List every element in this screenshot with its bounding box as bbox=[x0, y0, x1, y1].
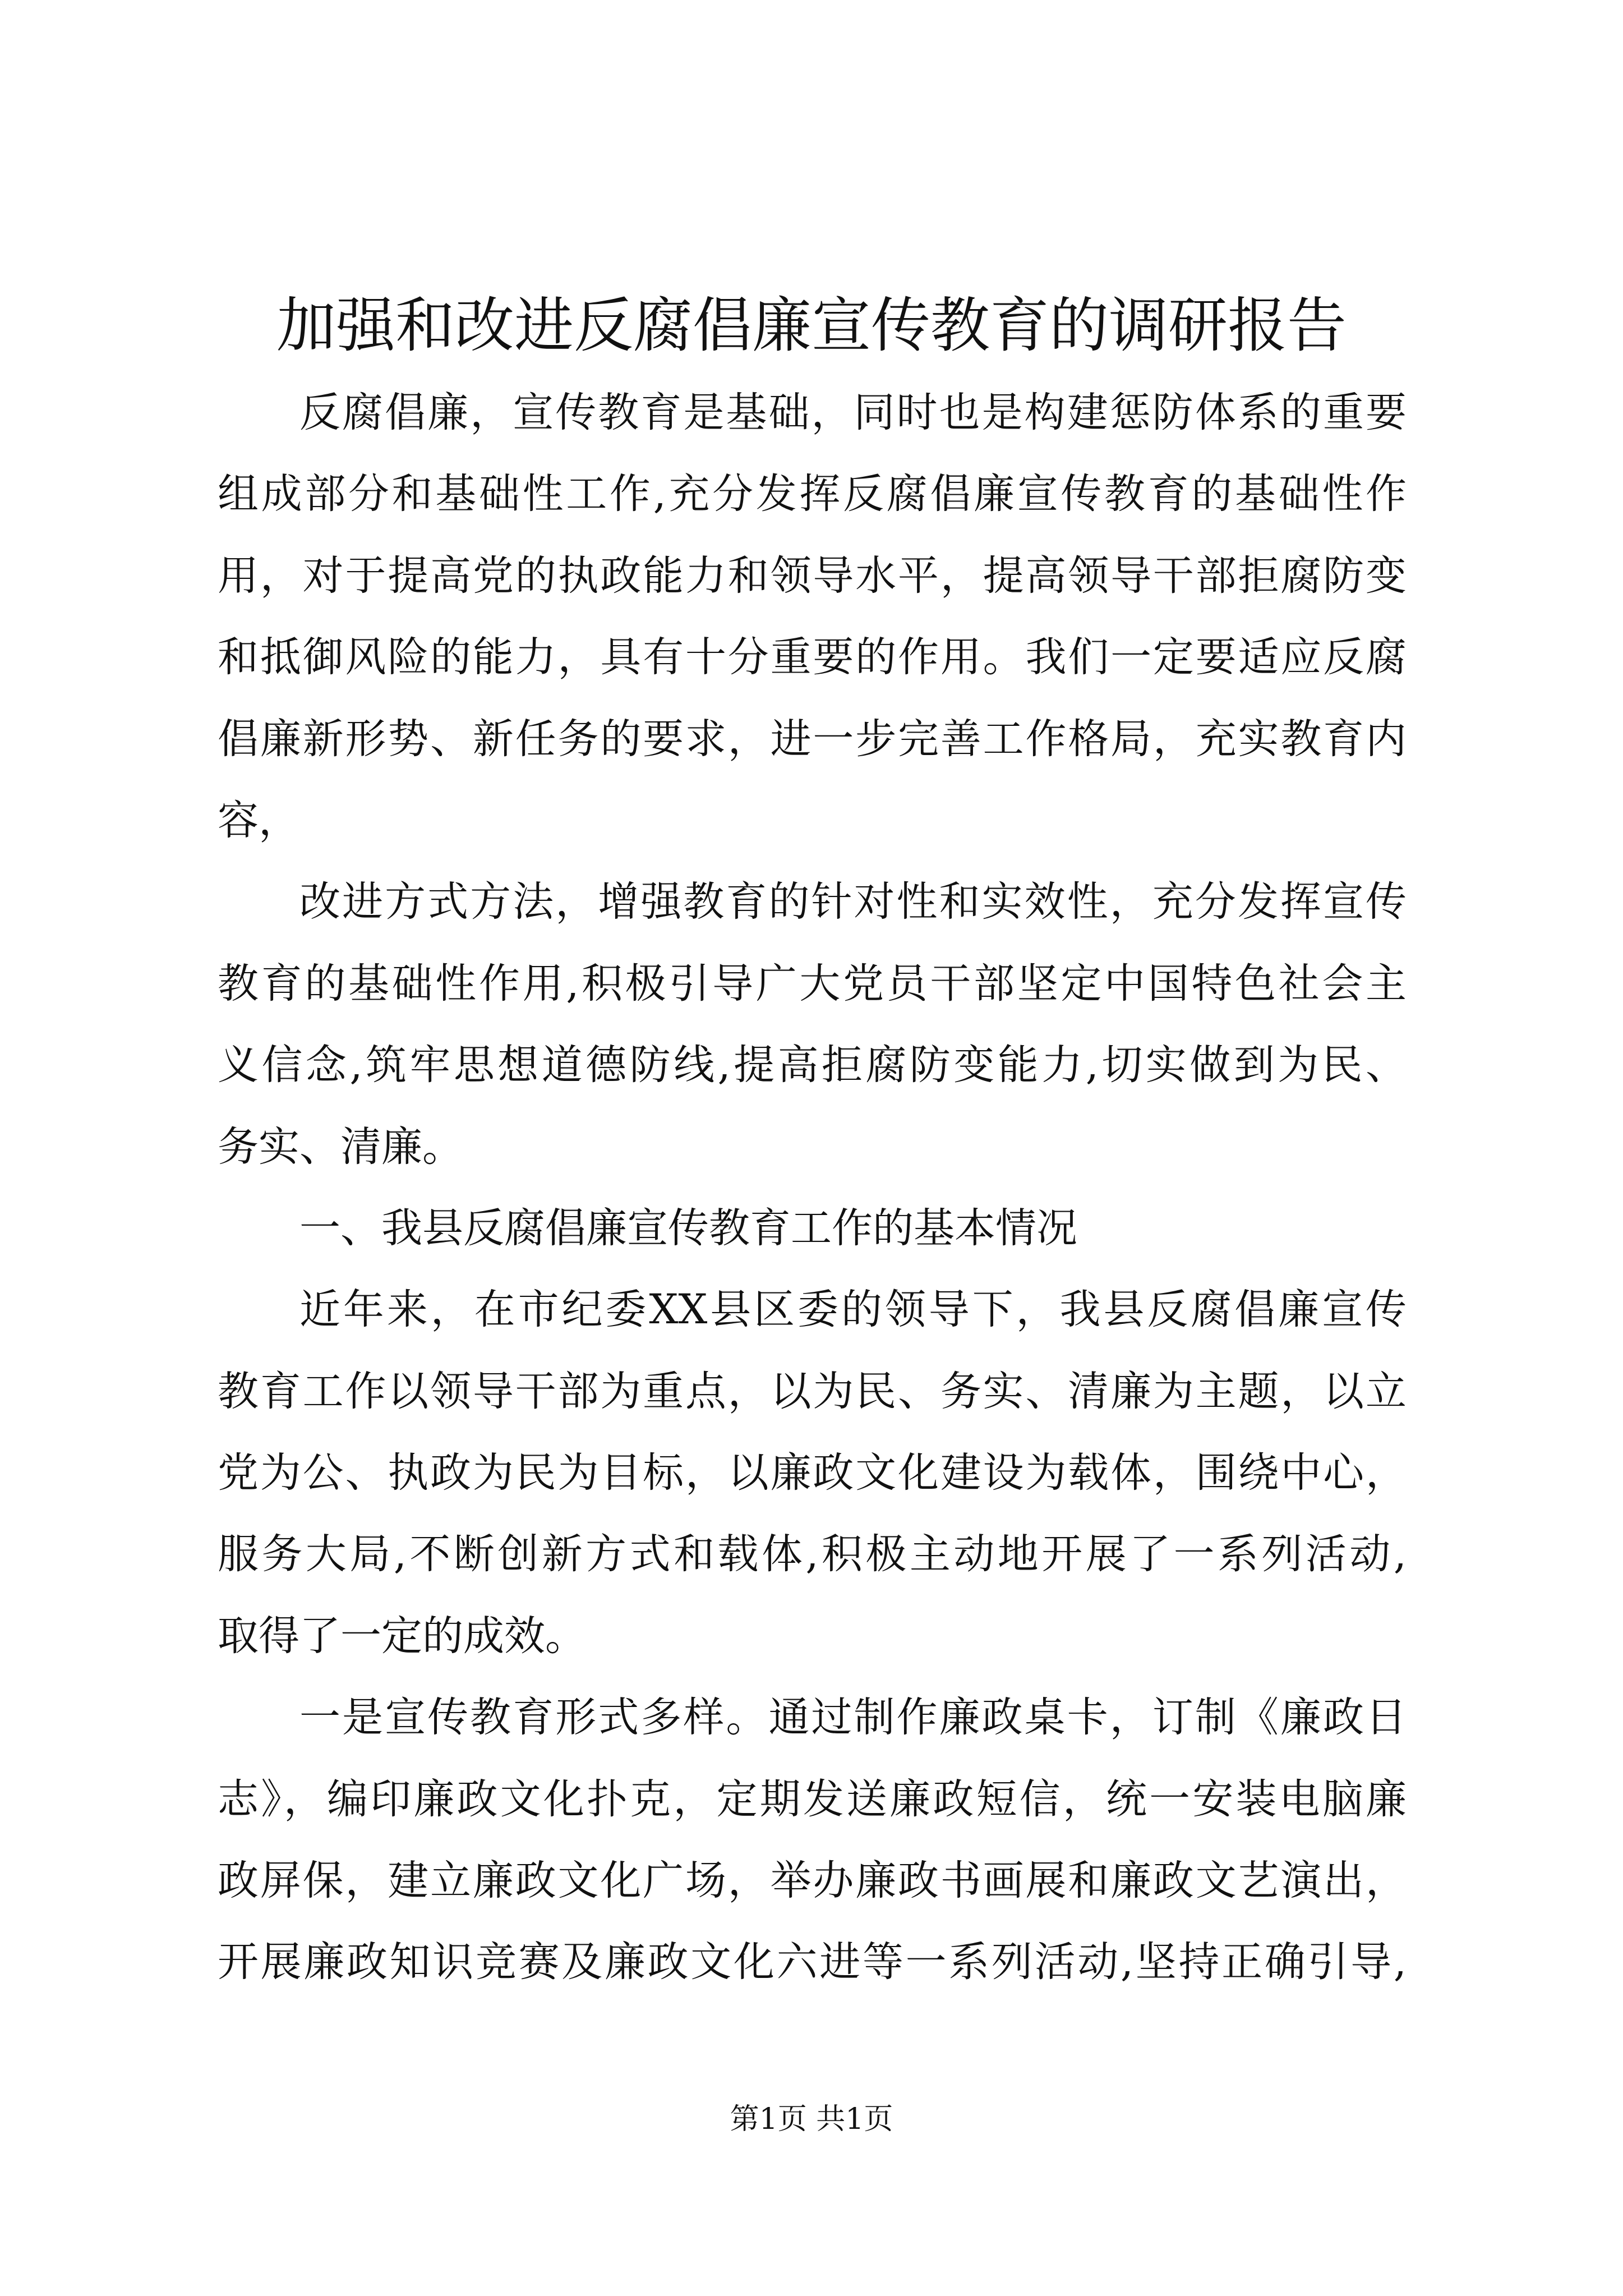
section-heading-text: 一、我县反腐倡廉宣传教育工作的基本情况 bbox=[299, 1204, 1077, 1252]
body-line: 一是宣传教育形式多样。通过制作廉政桌卡，订制《廉政日 bbox=[299, 1694, 1407, 1742]
body-line: 和抵御风险的能力，具有十分重要的作用。我们一定要适应反腐 bbox=[218, 633, 1407, 682]
document-title: 加强和改进反腐倡廉宣传教育的调研报告 bbox=[276, 291, 1347, 360]
body-line: 改进方式方法，增强教育的针对性和实效性，充分发挥宣传 bbox=[299, 878, 1407, 926]
body-line: 取得了一定的成效。 bbox=[218, 1612, 586, 1660]
document-body bbox=[218, 372, 1407, 2003]
body-line: 教育工作以领导干部为重点，以为民、务实、清廉为主题，以立 bbox=[218, 1367, 1407, 1415]
body-line: 倡廉新形势、新任务的要求，进一步完善工作格局，充实教育内 bbox=[218, 715, 1407, 763]
body-line: 服务大局,不断创新方式和载体,积极主动地开展了一系列活动, bbox=[218, 1530, 1407, 1579]
paragraph-3 bbox=[218, 1269, 1407, 1677]
body-line: 反腐倡廉，宣传教育是基础，同时也是构建惩防体系的重要 bbox=[299, 389, 1407, 436]
body-line: 党为公、执政为民为目标，以廉政文化建设为载体，围绕中心， bbox=[218, 1449, 1407, 1497]
paragraph-2 bbox=[218, 861, 1407, 1188]
paragraph-4 bbox=[218, 1677, 1407, 2003]
page-footer: 第1页 共1页 bbox=[730, 2102, 893, 2136]
body-line: 组成部分和基础性工作,充分发挥反腐倡廉宣传教育的基础性作 bbox=[218, 470, 1407, 518]
body-line: 近年来，在市纪委XX县区委的领导下，我县反腐倡廉宣传 bbox=[299, 1286, 1407, 1334]
body-line: 义信念,筑牢思想道德防线,提高拒腐防变能力,切实做到为民、 bbox=[218, 1041, 1407, 1089]
body-line: 用，对于提高党的执政能力和领导水平，提高领导干部拒腐防变 bbox=[218, 551, 1407, 600]
section-heading bbox=[218, 1188, 1407, 1269]
body-line: 容， bbox=[218, 796, 299, 844]
body-line: 开展廉政知识竞赛及廉政文化六进等一系列活动,坚持正确引导, bbox=[218, 1938, 1407, 1986]
body-line: 志》，编印廉政文化扑克，定期发送廉政短信，统一安装电脑廉 bbox=[218, 1775, 1407, 1823]
body-line: 政屏保，建立廉政文化广场，举办廉政书画展和廉政文艺演出， bbox=[218, 1857, 1407, 1905]
paragraph-1 bbox=[218, 372, 1407, 861]
body-line: 教育的基础性作用,积极引导广大党员干部坚定中国特色社会主 bbox=[218, 959, 1407, 1007]
body-line: 务实、清廉。 bbox=[218, 1122, 463, 1171]
